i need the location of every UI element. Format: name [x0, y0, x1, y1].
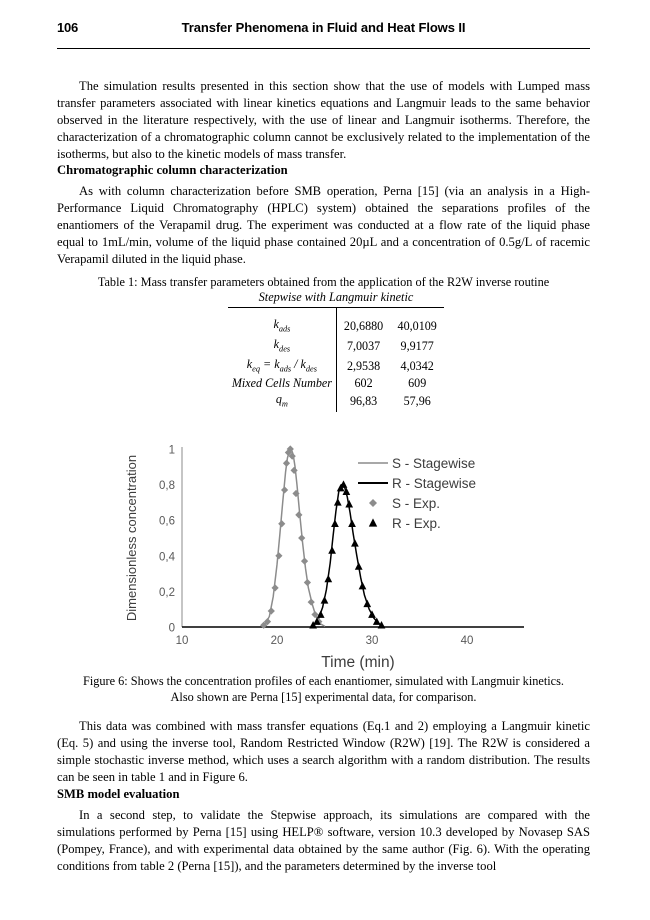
marker-triangle — [359, 582, 367, 589]
row-label-mixed-cells-number: Mixed Cells Number — [228, 376, 336, 391]
row-mixed-cells-col1: 602 — [354, 376, 373, 391]
row-qm-col1: 96,83 — [349, 394, 378, 409]
marker-diamond — [283, 460, 290, 467]
table-top-rule-row — [228, 308, 444, 318]
row-label-kdes: $k_{des}$ — [228, 337, 336, 357]
row-kdes-col1: 7,0037 — [346, 339, 381, 354]
figure-caption-line1: Figure 6: Shows the concentration profiles of each enantiomer, simulated with Langmuir kinetics. — [82, 674, 564, 688]
table-body — [228, 308, 444, 412]
legend-label: R - Stagewise — [392, 476, 477, 491]
rule-cell-col1 — [336, 308, 390, 318]
marker-triangle — [331, 520, 339, 527]
table-row — [228, 317, 444, 337]
y-axis-title: Dimensionless concentration — [124, 454, 139, 622]
subheading-chromatographic-column-characterization: Chromatographic column characterization — [57, 163, 288, 177]
marker-diamond — [272, 584, 279, 591]
row-label-kads: $k_{ads}$ — [228, 317, 336, 337]
table-row — [228, 376, 444, 391]
marker-diamond — [281, 486, 288, 493]
table-row — [228, 357, 444, 377]
rule-cell-label — [228, 308, 336, 318]
marker-triangle — [340, 480, 348, 487]
row-label-keq: $k_{eq} = k_{ads} / k_{des}$ — [228, 357, 336, 377]
marker-diamond — [308, 598, 315, 605]
rule-cell-col2 — [390, 308, 444, 318]
marker-diamond — [278, 520, 285, 527]
table-1 — [228, 290, 444, 412]
x-axis-tick-label: 40 — [460, 635, 474, 647]
marker-diamond — [291, 467, 298, 474]
y-axis-tick-label: 0,4 — [159, 551, 175, 564]
legend-entry — [369, 516, 441, 531]
row-kads-col1: 20,6880 — [343, 319, 384, 334]
page-header — [57, 20, 590, 42]
y-axis-tick-label: 0,6 — [159, 515, 175, 528]
subheading-smb-model-evaluation: SMB model evaluation — [57, 787, 180, 801]
marker-diamond — [301, 558, 308, 565]
legend-entry — [358, 456, 475, 471]
x-axis-tick-label: 20 — [270, 635, 284, 647]
marker-triangle — [328, 546, 336, 553]
legend-entry — [369, 496, 440, 511]
table-caption: Table 1: Mass transfer parameters obtained from the application of the R2W inverse routine — [97, 275, 550, 289]
y-axis-tick-label: 0 — [168, 622, 175, 635]
parameters-table — [228, 307, 444, 412]
x-axis-tick-label: 30 — [365, 635, 379, 647]
figure-6-chart — [120, 437, 530, 672]
row-qm-col2: 57,96 — [403, 394, 431, 409]
paragraph-simulation-results: The simulation results presented in this section show that the use of models with Lumped mass transfer parameters associated with linear kinetics equations and Langmuir leads to the same behavior observed in the literature respectively, with the use of linear and Langmuir isotherms. Therefore, the characterization of a chromatographic column cannot be exclusively related to the implementation of the isotherms, but also to the kinetic models of mass transfer. — [57, 79, 590, 162]
marker-diamond — [275, 552, 282, 559]
marker-triangle — [348, 520, 356, 527]
row-kads-col2: 40,0109 — [397, 319, 437, 334]
marker-triangle — [351, 539, 359, 546]
marker-diamond — [268, 607, 275, 614]
marker-diamond — [304, 579, 311, 586]
concentration-profile-chart — [120, 437, 530, 672]
paragraph-smb-validation: In a second step, to validate the Stepwise approach, its simulations are compared with the simulations performed by Perna [15] using HELP® software, version 10.3 developed by Novasep SAS (Pompey, France), and with experimental data obtained by the same author (Fig. 6). With the operating conditions from table 2 (Perna [15]), and the parameters determined by the inverse tool — [57, 808, 590, 874]
legend-diamond-swatch — [369, 499, 377, 507]
row-mixed-cells-col2: 609 — [408, 376, 427, 391]
marker-triangle — [324, 575, 332, 582]
header-rule — [57, 48, 590, 49]
legend-entry — [358, 476, 476, 491]
marker-triangle — [334, 498, 342, 505]
marker-triangle — [321, 596, 329, 603]
paragraph-column-characterization: As with column characterization before SMB operation, Perna [15] (via an analysis in a High-Performance Liquid Chromatography (HPLC) system) obtained the separations profiles of the enantiomers of the Verapamil drug. The experiment was conducted at a flow rate of the liquid phase equal to 1mL/min, volume of the liquid phase contained 20µL and a concentration of 0.5g/L of racemic Verapamil diluted in the liquid phase. — [57, 184, 590, 267]
y-axis-tick-label: 0,8 — [159, 480, 175, 493]
paragraph-r2w-inverse-tool: This data was combined with mass transfer equations (Eq.1 and 2) employing a Langmuir kinetic (Eq. 5) and using the inverse tool, Random Restricted Window (R2W) [19]. The R2W is considered a simple stochastic inverse method, which uses a search algorithm with a random distribution. The results can be seen in table 1 and in Figure 6. — [57, 719, 590, 785]
legend-label: S - Stagewise — [392, 456, 476, 471]
row-label-qm: $q_m$ — [228, 392, 336, 412]
row-keq-col1: 2,9538 — [346, 358, 381, 373]
header-page-number: 106 — [57, 20, 79, 35]
marker-triangle — [363, 600, 371, 607]
x-axis-tick-label: 10 — [175, 635, 189, 647]
series-line-s-stagewise — [262, 449, 325, 626]
row-keq-col2: 4,0342 — [400, 358, 434, 373]
table-title: Stepwise with Langmuir kinetic — [258, 290, 414, 304]
marker-triangle — [355, 562, 363, 569]
figure-caption-line2: Also shown are Perna [15] experimental data, for comparison. — [170, 690, 477, 704]
y-axis-tick-label: 0,2 — [159, 586, 175, 599]
marker-triangle — [345, 500, 353, 507]
table-row — [228, 337, 444, 357]
series-markers-s-exp- — [260, 445, 322, 628]
x-axis-title: Time (min) — [321, 654, 395, 671]
legend-label: S - Exp. — [392, 496, 441, 511]
legend-triangle-swatch — [369, 518, 377, 526]
legend-label: R - Exp. — [392, 516, 441, 531]
table-row — [228, 392, 444, 412]
y-axis-tick-label: 1 — [168, 444, 175, 457]
header-title: Transfer Phenomena in Fluid and Heat Flows II — [181, 20, 466, 35]
marker-diamond — [295, 511, 302, 518]
marker-triangle — [368, 610, 376, 617]
row-kdes-col2: 9,9177 — [400, 339, 434, 354]
marker-diamond — [298, 534, 305, 541]
